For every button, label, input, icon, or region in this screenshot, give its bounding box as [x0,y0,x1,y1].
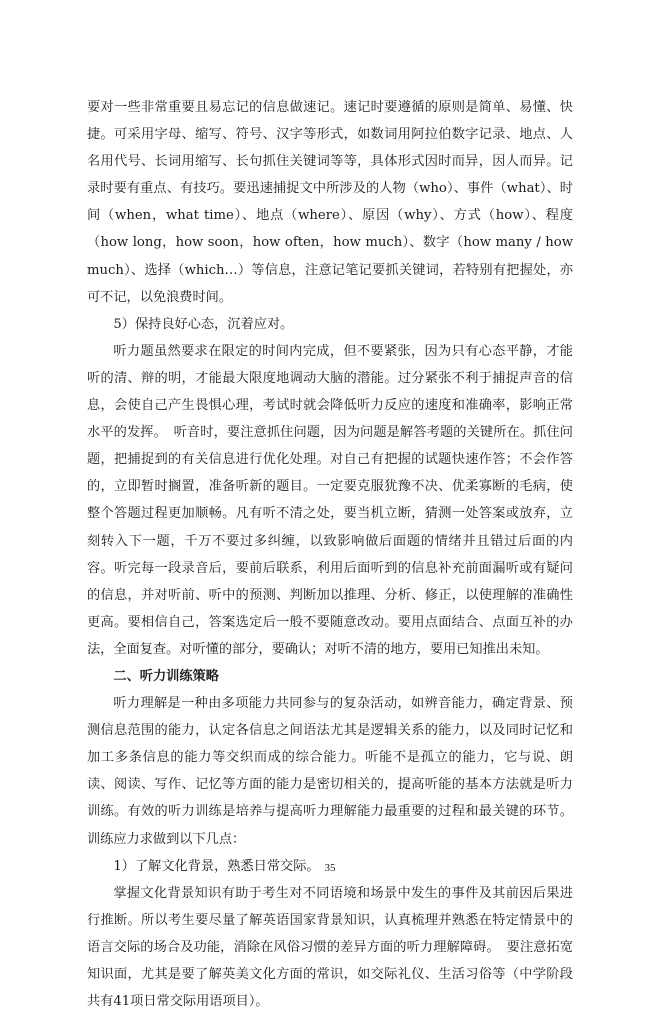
page-number: 35 [324,862,336,874]
list-item-mindset: 5）保持良好心态，沉着应对。 [113,316,294,332]
section-heading-training-strategy: 二、听力训练策略 [113,668,219,684]
list-item-culture-background: 1）了解文化背景，熟悉日常交际。 [113,858,320,874]
paragraph-listening-comprehension: 听力理解是一种由多项能力共同参与的复杂活动，如辨音能力，确定背景、预测信息范围的能力，认定各信息之间语法尤其是逻辑关系的能力，以及同时记忆和加工多条信息的能力等交织而成的综合能力。听能不是孤立的能力，它与说、朗读、阅读、写作、记忆等方面的能力是密切相关的，提高听能的基本方法就是听力训练。有效的听力训练是培养与提高听力理解能力最重要的过程和最关键的环节。训练应力求做到以下几点： [87,696,573,847]
document-body [87,94,573,1015]
paragraph-cultural-knowledge: 掌握文化背景知识有助于考生对不同语境和场景中发生的事件及其前因后果进行推断。所以考生要尽量了解英语国家背景知识，认真梳理并熟悉在特定情景中的语言交际的场合及功能，消除在风俗习惯的差异方面的听力理解障碍。 要注意拓宽知识面，尤其是要了解英美文化方面的常识，如交际礼仪、生活习俗等（中学阶段共有41项日常交际用语项目）。 [87,885,573,1010]
paragraph-shorthand-notes: 要对一些非常重要且易忘记的信息做速记。速记时要遵循的原则是简单、易懂、快捷。可采用字母、缩写、符号、汉字等形式，如数词用阿拉伯数字记录、地点、人名用代号、长词用缩写、长句抓住关键词等等，具体形式因时而异，因人而异。记录时要有重点、有技巧。要迅速捕捉文中所涉及的人物（who）、事件（what）、时间（when，what time）、地点（where）、原因（why）、方式（how）、程度（how long，how soon，how often，how much）、数字（how many / how much）、选择（which…）等信息，注意记笔记要抓关键词，若特别有把握处，亦可不记，以免浪费时间。 [87,100,573,305]
paragraph-listening-calm: 听力题虽然要求在限定的时间内完成，但不要紧张，因为只有心态平静，才能听的清、辩的明，才能最大限度地调动大脑的潜能。过分紧张不利于捕捉声音的信息，会使自己产生畏惧心理，考试时就会降低听力反应的速度和准确率，影响正常水平的发挥。 听音时，要注意抓住问题，因为问题是解答考题的关键所在。抓住问题，把捕捉到的有关信息进行优化处理。对自己有把握的试题快速作答；不会作答的，立即暂时搁置，准备听新的题目。一定要克服犹豫不决、优柔寡断的毛病，使整个答题过程更加顺畅。凡有听不清之处，要当机立断，猜测一处答案或放弃，立刻转入下一题，千万不要过多纠缠，以致影响做后面题的情绪并且错过后面的内容。听完每一段录音后，要前后联系，利用后面听到的信息补充前面漏听或有疑问的信息，并对听前、听中的预测、判断加以推理、分析、修正，以使理解的准确性更高。要相信自己，答案选定后一般不要随意改动。要用点面结合、点面互补的办法，全面复查。对听懂的部分，要确认；对听不清的地方，要用已知推出未知。 [87,343,573,657]
